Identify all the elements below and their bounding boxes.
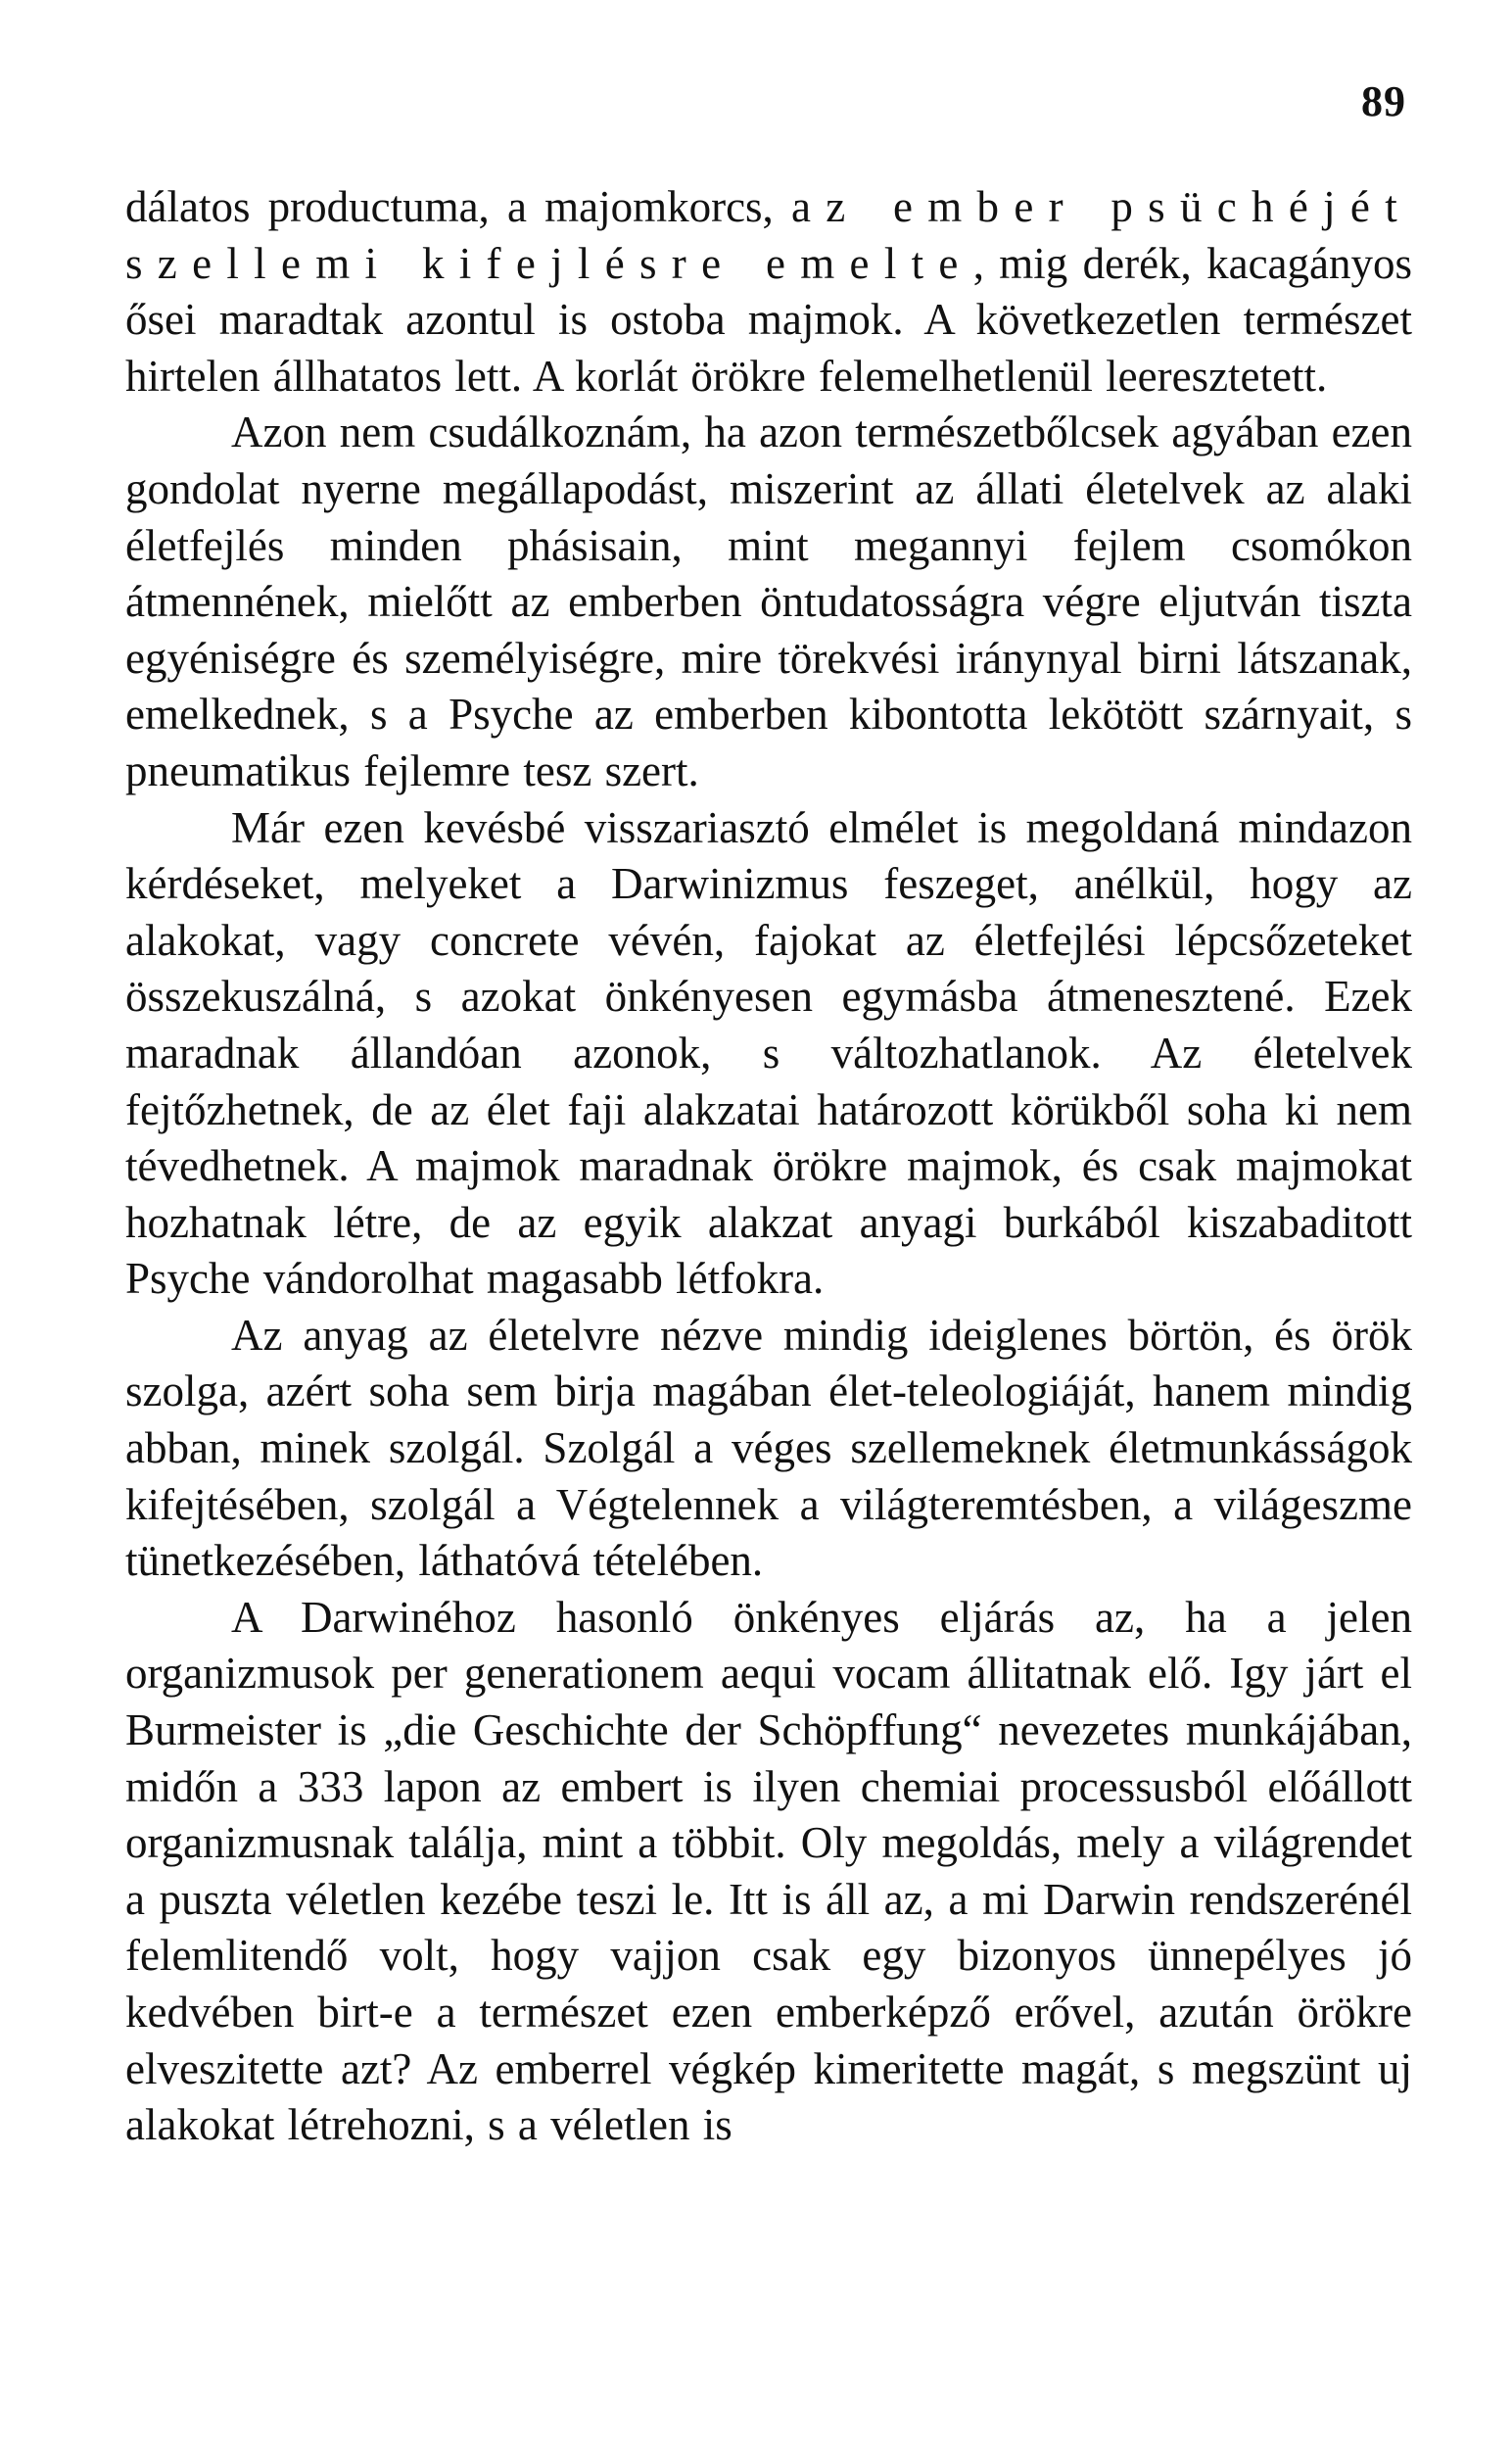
paragraph-1-emphasis: az ember psüchéjét szellemi kifejlésre emelte: [125, 182, 1413, 288]
paragraph-3: [125, 800, 1412, 1308]
paragraph-3-text: Már ezen kevésbé visszariasztó elmélet is megoldaná mindazon kérdéseket, melyeket a Darwinizmus feszeget, anélkül, hogy az alakokat, vagy concrete vévén, fajokat az életfejlési lépcsőzeteket összekuszálná, s azokat önkényesen egymásba átmenesztené. Ezek maradnak állandóan azonok, s változhatlanok. Az életelvek fejtőzhetnek, de az élet faji alakzatai határozott körükből soha ki nem tévedhetnek. A majmok maradnak örökre majmok, és csak majmokat hozhatnak létre, de az egyik alakzat anyagi burkából kiszabaditott Psyche vándorolhat magasabb létfokra.: [125, 802, 1412, 1304]
paragraph-1-text-end: , mig derék, kacagányos ősei maradtak azontul is ostoba majmok. A következetlen természet hirtelen állhatatos lett. A korlát örökre felemelhetlenül leeresztetett.: [125, 238, 1413, 401]
paragraph-4: [125, 1308, 1412, 1590]
paragraph-5: [125, 1590, 1412, 2154]
body-text: [125, 179, 1412, 2154]
paragraph-2: [125, 405, 1412, 799]
paragraph-2-text: Azon nem csudálkoznám, ha azon természetbőlcsek agyában ezen gondolat nyerne megállapodást, miszerint az állati életelvek az alaki életfejlés minden phásisain, mint megannyi fejlem csomókon átmennének, mielőtt az emberben öntudatosságra végre eljutván tiszta egyéniségre és személyiségre, mire törekvési iránynyal birni látszanak, emelkednek, s a Psyche az emberben kibontotta lekötött szárnyait, s pneumatikus fejlemre tesz szert.: [125, 408, 1412, 795]
paragraph-1-text: dálatos productuma, a majomkorcs,: [125, 182, 791, 231]
paragraph-1: [125, 179, 1412, 405]
paragraph-5-text: A Darwinéhoz hasonló önkényes eljárás az, ha a jelen organizmusok per generationem aequi vocam állitatnak elő. Igy járt el Burmeister is „die Geschichte der Schöpffung“ nevezetes munkájában, midőn a 333 lapon az embert is ilyen chemiai processusból előállott organizmusnak találja, mint a többit. Oly megoldás, mely a világrendet a puszta véletlen kezébe teszi le. Itt is áll az, a mi Darwin rendszerénél felemlitendő volt, hogy vajjon csak egy bizonyos ünnepélyes jó kedvében birt-e a természet ezen emberképző erővel, azután örökre elveszitette azt? Az emberrel végkép kimeritette magát, s megszünt uj alakokat létrehozni, s a véletlen is: [125, 1592, 1412, 2150]
page-number: 89: [1361, 77, 1406, 125]
paragraph-4-text: Az anyag az életelvre nézve mindig ideiglenes börtön, és örök szolga, azért soha sem birja magában élet-teleologiáját, hanem mindig abban, minek szolgál. Szolgál a véges szellemeknek életmunkásságok kifejtésében, szolgál a Végtelennek a világteremtésben, a világeszme tünetkezésében, láthatóvá tételében.: [125, 1310, 1412, 1586]
